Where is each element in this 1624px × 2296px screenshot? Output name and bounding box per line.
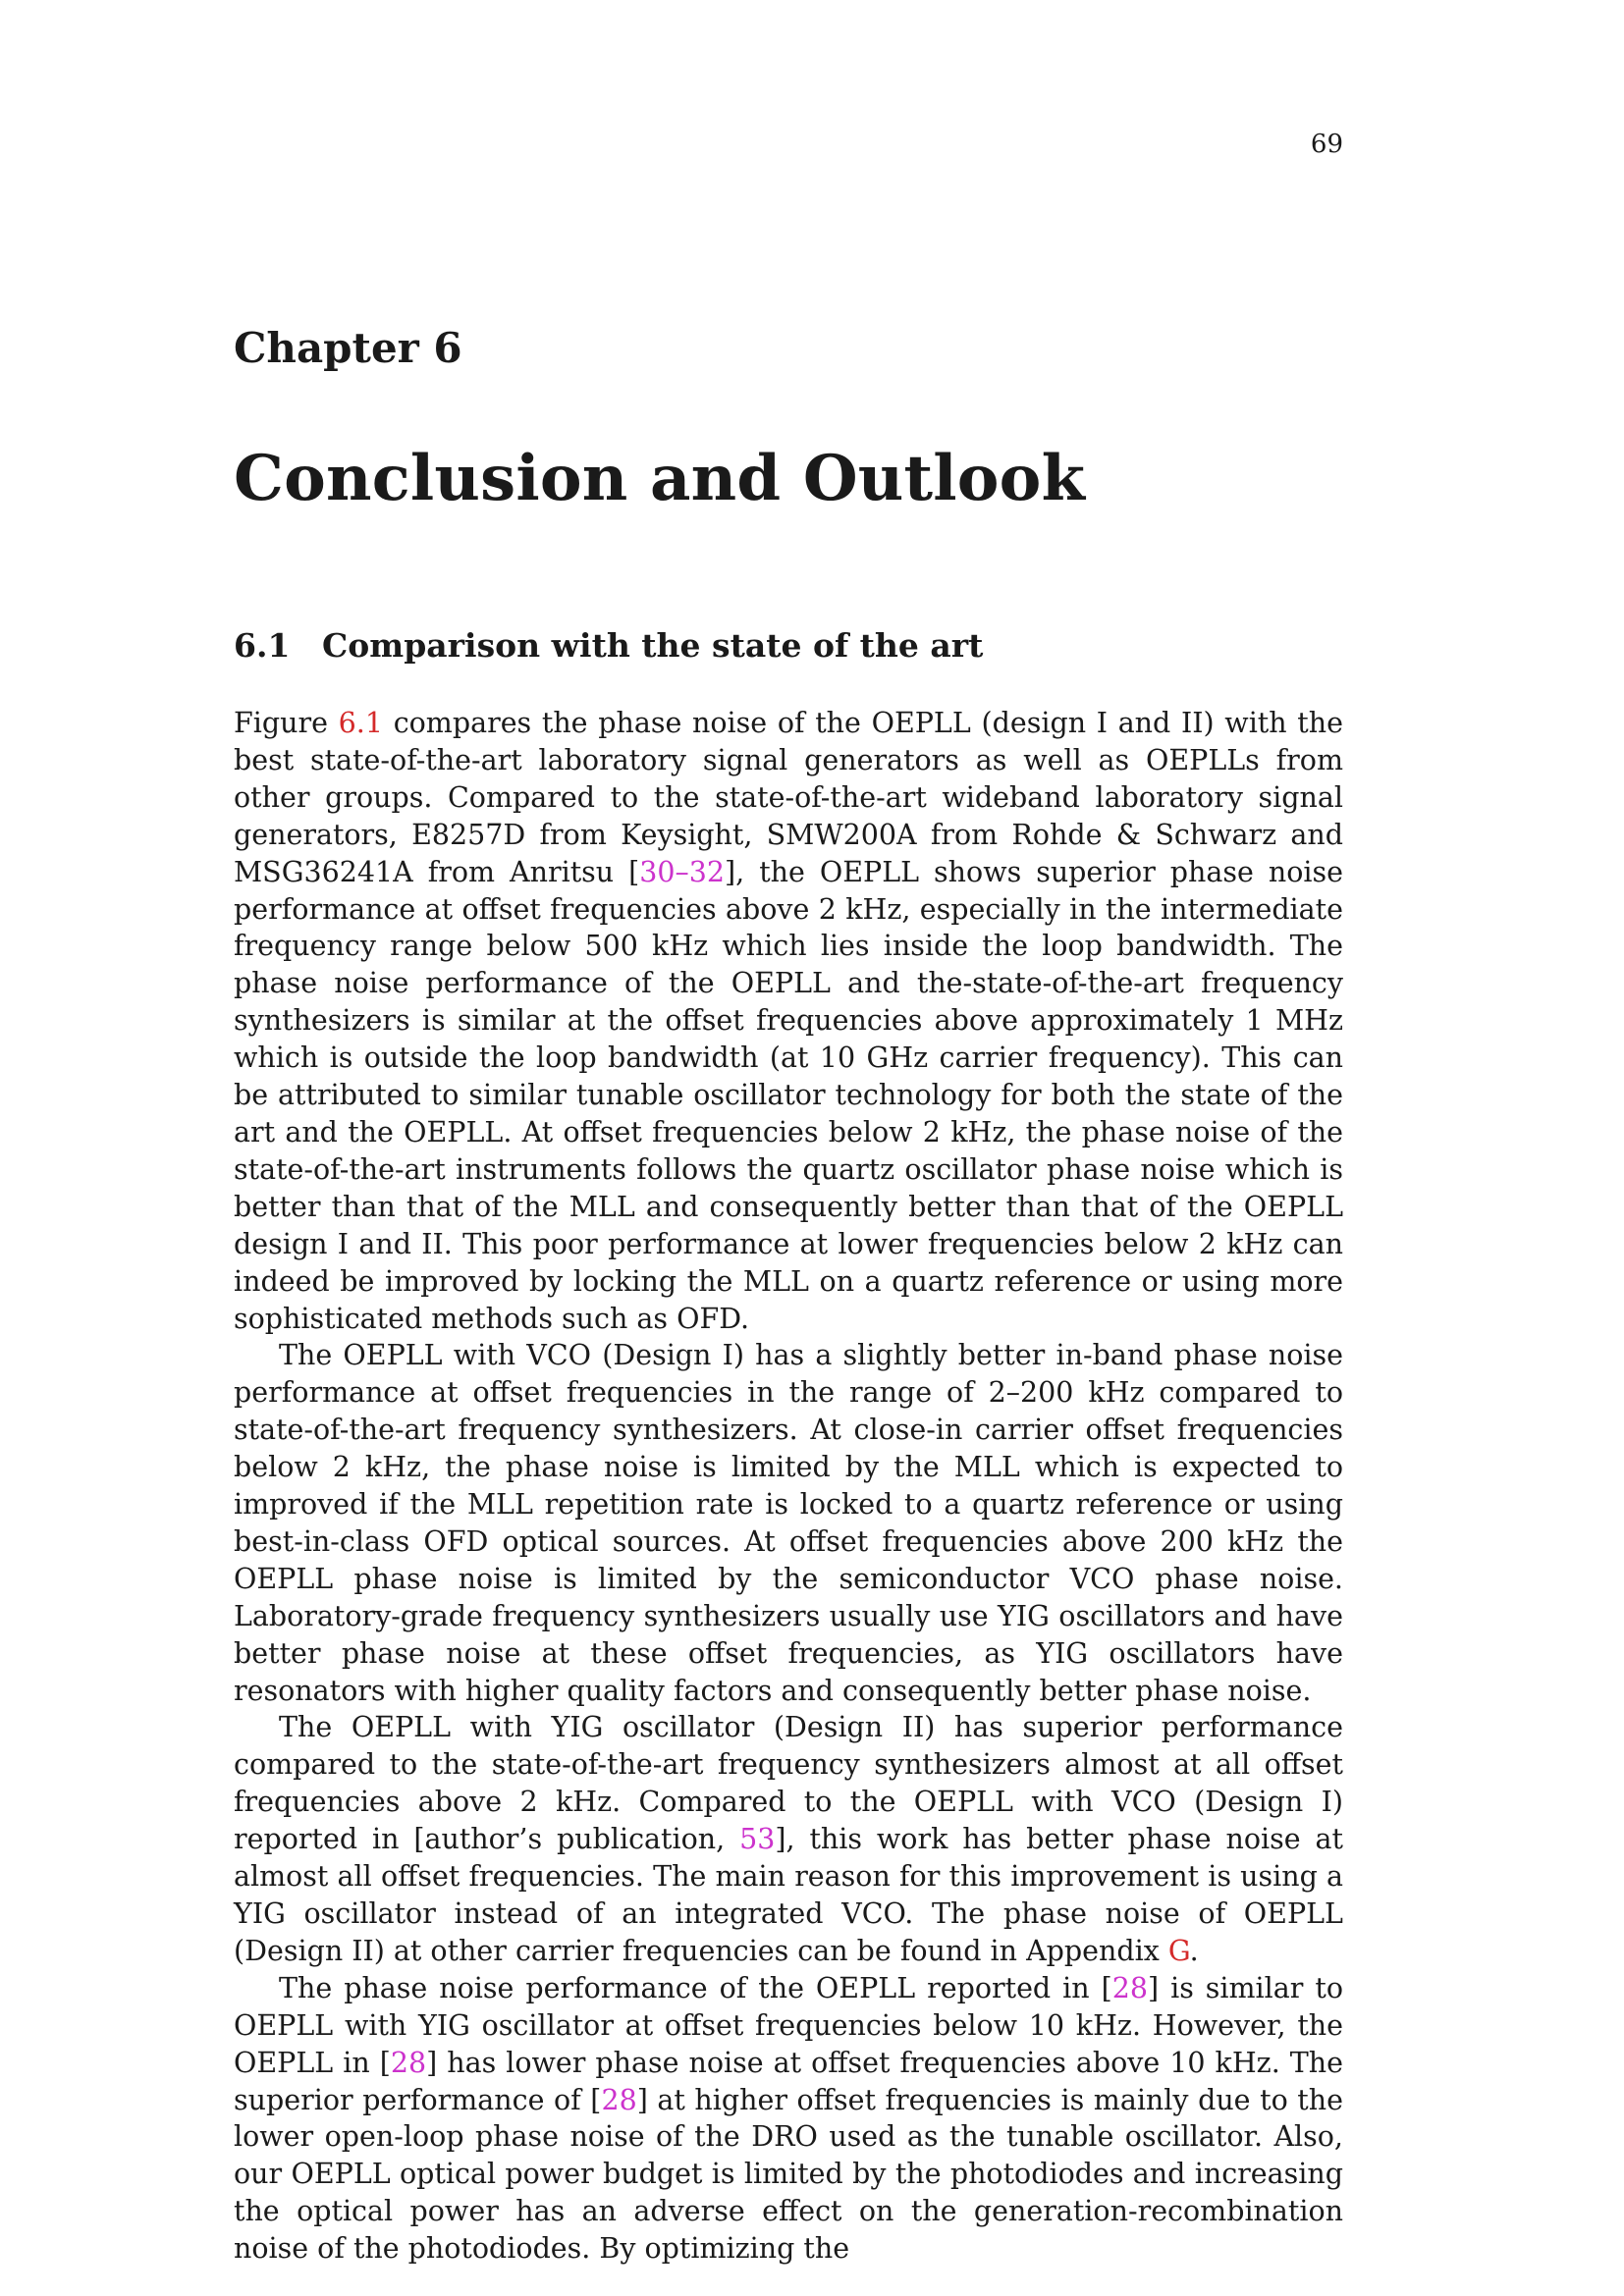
section-number: 6.1 xyxy=(234,626,291,665)
paragraph-text: The OEPLL with YIG oscillator (Design II) has superior performance compared to the state-of-the-art frequency synthesizers almost at all offset frequencies above 2 kHz. Compared to the OEPLL with VCO (Design I) reported in [author’s publication, xyxy=(234,1711,1343,1856)
paragraph-text: . xyxy=(1189,1934,1199,1967)
citation-link[interactable]: 28 xyxy=(390,2046,427,2079)
paragraph-text: ], this work has better phase noise at almost all offset frequencies. The main reason for this improvement is using a YIG oscillator instead of an integrated VCO. The phase noise of OEPLL (Design II) at other carrier frequencies can be found in Appendix xyxy=(234,1823,1344,1967)
section-title: Comparison with the state of the art xyxy=(322,626,984,665)
paragraph-text: ] has lower phase noise at offset frequencies above 10 kHz. The superior performance of [ xyxy=(234,2046,1344,2116)
section-heading xyxy=(234,626,983,665)
citation-link[interactable]: 53 xyxy=(739,1823,776,1856)
citation-link[interactable]: 30–32 xyxy=(639,855,726,888)
paragraph-text: ] at higher offset frequencies is mainly due to the lower open-loop phase noise of the DRO used as the tunable oscillator. Also, our OEPLL optical power budget is limited by the photodiodes and increasing the optical power has an adverse effect on the generation-recombination noise of the photodiodes. By optimizing the xyxy=(234,2083,1343,2266)
citation-link[interactable]: 28 xyxy=(1111,1971,1148,2004)
appendix-reference-link[interactable]: G xyxy=(1167,1934,1190,1967)
chapter-label: Chapter 6 xyxy=(234,324,462,372)
paragraph-1 xyxy=(234,705,1343,1337)
paragraph-4 xyxy=(234,1970,1343,2268)
citation-link[interactable]: 28 xyxy=(601,2083,637,2116)
paragraph-text: ] is similar to OEPLL with YIG oscillator at offset frequencies below 10 kHz. However, the OEPLL in [ xyxy=(234,1971,1343,2079)
chapter-title: Conclusion and Outlook xyxy=(234,442,1086,515)
page-number: 69 xyxy=(1310,130,1343,159)
figure-reference-link[interactable]: 6.1 xyxy=(338,707,383,739)
paragraph-2: The OEPLL with VCO (Design I) has a slightly better in-band phase noise performance at offset frequencies in the range of 2–200 kHz compared to state-of-the-art frequency synthesizers. At close-in carrier offset frequencies below 2 kHz, the phase noise is limited by the MLL which is expected to improved if the MLL repetition rate is locked to a quartz reference or using best-in-class OFD optical sources. At offset frequencies above 200 kHz the OEPLL phase noise is limited by the semiconductor VCO phase noise. Laboratory-grade frequency synthesizers usually use YIG oscillators and have better phase noise at these offset frequencies, as YIG oscillators have resonators with higher quality factors and consequently better phase noise. xyxy=(234,1339,1343,1707)
body-text xyxy=(234,705,1343,2268)
paragraph-text: Figure xyxy=(234,707,339,739)
paragraph-text: ], the OEPLL shows superior phase noise performance at offset frequencies above 2 kHz, especially in the intermediate frequency range below 500 kHz which lies inside the loop bandwidth. The phase noise performance of the OEPLL and the-state-of-the-art frequency synthesizers is similar at the offset frequencies above approximately 1 MHz which is outside the loop bandwidth (at 10 GHz carrier frequency). This can be attributed to similar tunable oscillator technology for both the state of the art and the OEPLL. At offset frequencies below 2 kHz, the phase noise of the state-of-the-art instruments follows the quartz oscillator phase noise which is better than that of the MLL and consequently better than that of the OEPLL design I and II. This poor performance at lower frequencies below 2 kHz can indeed be improved by locking the MLL on a quartz reference or using more sophisticated methods such as OFD. xyxy=(234,855,1343,1335)
paragraph-text: compares the phase noise of the OEPLL (design I and II) with the best state-of-the-art laboratory signal generators as well as OEPLLs from other groups. Compared to the state-of-the-art wideband laboratory signal generators, E8257D from Keysight, SMW200A from Rohde & Schwarz and MSG36241A from Anritsu [ xyxy=(234,707,1343,888)
paragraph-text: The phase noise performance of the OEPLL reported in [ xyxy=(279,1971,1112,2004)
paragraph-3 xyxy=(234,1709,1343,1969)
